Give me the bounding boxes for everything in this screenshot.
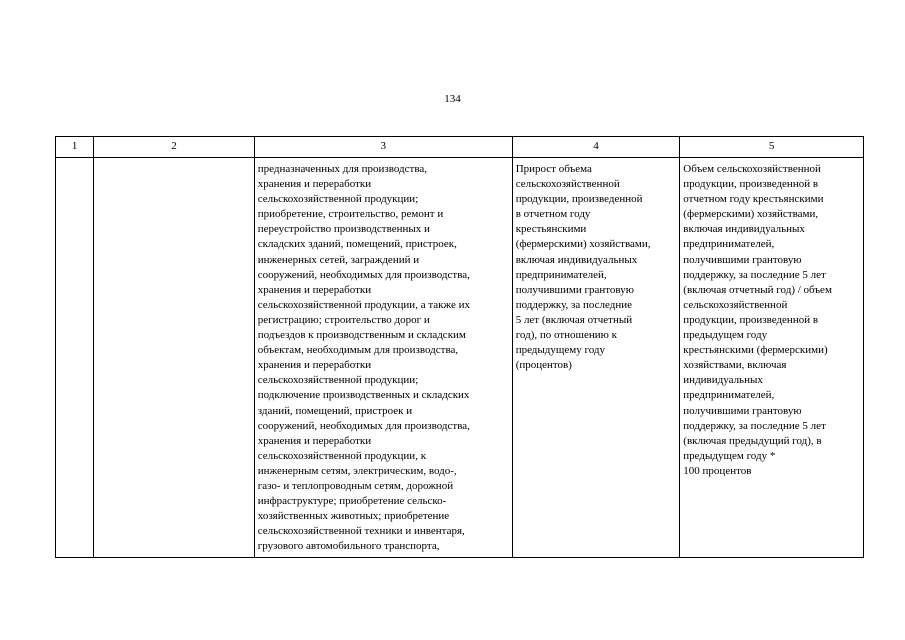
table-header-row bbox=[56, 137, 864, 158]
page-number: 134 bbox=[444, 93, 461, 105]
header-col-1: 1 bbox=[56, 137, 94, 158]
header-col-4: 4 bbox=[512, 137, 680, 158]
cell-calculation-formula: Объем сельскохозяйственной продукции, произведенной в отчетном году крестьянскими (фермерскими) хозяйствами, включая индивидуальных предпринимателей, получившими грантовую поддержку, за последние 5 лет (включая отчетный год) / объем сельскохозяйственной продукции, произведенной в предыдущем году крестьянскими (фермерскими) хозяйствами, включая индивидуальных предпринимателей, получившими грантовую поддержку, за последние 5 лет (включая предыдущий год), в предыдущем году * 100 процентов bbox=[680, 158, 864, 558]
header-col-2: 2 bbox=[94, 137, 255, 158]
cell-col-2 bbox=[94, 158, 255, 558]
cell-col-1 bbox=[56, 158, 94, 558]
cell-indicator-name: Прирост объема сельскохозяйственной продукции, произведенной в отчетном году крестьянскими (фермерскими) хозяйствами, включая индивидуальных предпринимателей, получившими грантовую поддержку, за последние 5 лет (включая отчетный год), по отношению к предыдущему году (процентов) bbox=[512, 158, 680, 558]
table-row bbox=[56, 158, 864, 558]
header-col-5: 5 bbox=[680, 137, 864, 158]
header-col-3: 3 bbox=[254, 137, 512, 158]
document-table bbox=[55, 136, 864, 558]
cell-activities-text: предназначенных для производства, хранения и переработки сельскохозяйственной продукции; приобретение, строительство, ремонт и переустройство производственных и складских зданий, помещений, пристроек, инженерных сетей, заграждений и сооружений, необходимых для производства, хранения и переработки сельскохозяйственной продукции, а также их регистрацию; строительство дорог и подъездов к производственным и складским объектам, необходимым для производства, хранения и переработки сельскохозяйственной продукции; подключение производственных и складских зданий, помещений, пристроек и сооружений, необходимых для производства, хранения и переработки сельскохозяйственной продукции, к инженерным сетям, электрическим, водо-, газо- и теплопроводным сетям, дорожной инфраструктуре; приобретение сельско- хозяйственных животных; приобретение сельскохозяйственной техники и инвентаря, грузового автомобильного транспорта, bbox=[254, 158, 512, 558]
